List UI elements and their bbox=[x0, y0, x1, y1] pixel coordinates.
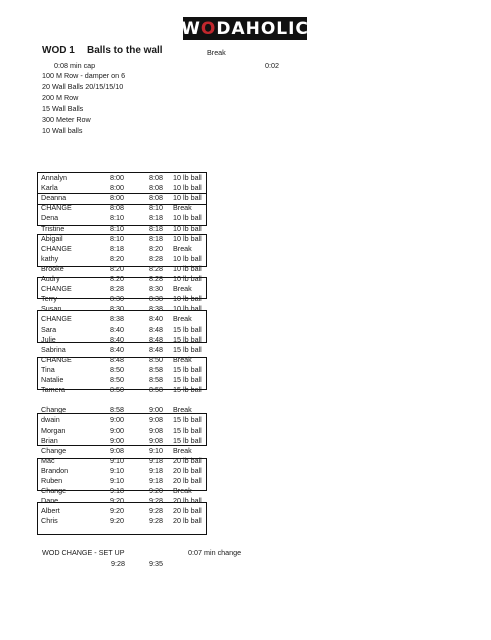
start-time: 9:20 bbox=[110, 496, 124, 506]
athlete-name: Change bbox=[41, 445, 67, 455]
break-label: Break bbox=[207, 48, 226, 57]
athlete-name: Julie bbox=[41, 334, 56, 344]
athlete-name: CHANGE bbox=[41, 243, 72, 253]
end-time: 8:30 bbox=[149, 284, 163, 294]
table-row bbox=[39, 426, 269, 436]
start-time: 8:28 bbox=[110, 284, 124, 294]
end-time: 9:10 bbox=[149, 445, 163, 455]
table-row bbox=[39, 173, 269, 183]
table-row bbox=[39, 183, 269, 193]
table-row bbox=[39, 415, 269, 425]
end-time: 8:40 bbox=[149, 314, 163, 324]
ball-weight-note: Break bbox=[173, 405, 192, 415]
start-time: 8:50 bbox=[110, 364, 124, 374]
athlete-name: Mac bbox=[41, 455, 55, 465]
workout-line: 15 Wall Balls bbox=[42, 104, 84, 113]
athlete-name: CHANGE bbox=[41, 203, 72, 213]
athlete-name: Albert bbox=[41, 506, 60, 516]
athlete-name: Susan bbox=[41, 304, 62, 314]
end-time: 8:48 bbox=[149, 344, 163, 354]
ball-weight-note: 20 lb ball bbox=[173, 455, 202, 465]
ball-weight-note: Break bbox=[173, 243, 192, 253]
end-time: 8:48 bbox=[149, 324, 163, 334]
logo-text bbox=[181, 19, 309, 39]
end-time: 9:18 bbox=[149, 455, 163, 465]
ball-weight-note: 10 lb ball bbox=[173, 183, 202, 193]
end-time: 9:08 bbox=[149, 425, 163, 435]
table-row bbox=[39, 304, 269, 314]
athlete-name: Natalie bbox=[41, 375, 64, 384]
start-time: 9:18 bbox=[110, 486, 124, 496]
athlete-name: Brandon bbox=[41, 465, 69, 475]
athlete-name: Ruben bbox=[41, 476, 63, 485]
start-time: 8:00 bbox=[110, 173, 124, 182]
table-row bbox=[39, 213, 269, 223]
start-time: 8:00 bbox=[110, 183, 124, 193]
ball-weight-note: 15 lb ball bbox=[173, 425, 202, 435]
start-time: 8:08 bbox=[110, 203, 124, 213]
table-row bbox=[39, 375, 269, 385]
ball-weight-note: Break bbox=[173, 445, 192, 455]
end-time: 8:08 bbox=[149, 183, 163, 193]
workout-line: 300 Meter Row bbox=[42, 115, 91, 124]
ball-weight-note: 10 lb ball bbox=[173, 223, 202, 233]
end-time: 8:10 bbox=[149, 203, 163, 213]
start-time: 8:10 bbox=[110, 233, 124, 243]
end-time: 8:58 bbox=[149, 375, 163, 384]
table-row bbox=[39, 506, 269, 516]
start-time: 8:30 bbox=[110, 304, 124, 314]
start-time: 8:20 bbox=[110, 263, 124, 273]
athlete-name: Morgan bbox=[41, 425, 66, 435]
table-row bbox=[39, 466, 269, 476]
ball-weight-note: 15 lb ball bbox=[173, 375, 202, 384]
table-row bbox=[39, 345, 269, 355]
table-row bbox=[39, 203, 269, 213]
end-time: 9:08 bbox=[149, 415, 163, 425]
ball-weight-note: 20 lb ball bbox=[173, 516, 202, 526]
end-time: 8:20 bbox=[149, 243, 163, 253]
end-time: 8:28 bbox=[149, 274, 163, 283]
table-row bbox=[39, 516, 269, 526]
wod-name: Balls to the wall bbox=[87, 45, 163, 56]
end-time: 9:18 bbox=[149, 465, 163, 475]
end-time: 8:58 bbox=[149, 385, 163, 395]
start-time: 9:20 bbox=[110, 516, 124, 526]
athlete-name: Chris bbox=[41, 516, 58, 526]
athlete-name: Sabrina bbox=[41, 344, 66, 354]
athlete-name: Dane bbox=[41, 496, 59, 506]
start-time: 8:50 bbox=[110, 385, 124, 395]
table-row bbox=[39, 325, 269, 335]
ball-weight-note: Break bbox=[173, 354, 192, 364]
table-row bbox=[39, 284, 269, 294]
start-time: 8:38 bbox=[110, 314, 124, 324]
end-time: 8:18 bbox=[149, 213, 163, 223]
end-time: 8:28 bbox=[149, 263, 163, 273]
start-time: 8:40 bbox=[110, 334, 124, 344]
start-time: 9:10 bbox=[110, 476, 124, 485]
athlete-name: Annalyn bbox=[41, 173, 67, 182]
athlete-name: Brian bbox=[41, 435, 58, 445]
table-row bbox=[39, 446, 269, 456]
workout-line: 200 M Row bbox=[42, 93, 79, 102]
athlete-name: Sara bbox=[41, 324, 57, 334]
athlete-name: Audry bbox=[41, 274, 60, 283]
start-time: 8:50 bbox=[110, 375, 124, 384]
start-time: 8:20 bbox=[110, 274, 124, 283]
start-time: 9:00 bbox=[110, 425, 124, 435]
end-time: 9:28 bbox=[149, 496, 163, 506]
end-time: 8:58 bbox=[149, 364, 163, 374]
table-row bbox=[39, 436, 269, 446]
end-time: 8:08 bbox=[149, 193, 163, 203]
end-time: 9:18 bbox=[149, 476, 163, 485]
end-time: 9:20 bbox=[149, 486, 163, 496]
table-row bbox=[39, 264, 269, 274]
end-time: 8:18 bbox=[149, 223, 163, 233]
end-time: 8:38 bbox=[149, 304, 163, 314]
athlete-name: CHANGE bbox=[41, 284, 72, 294]
athlete-name: kathy bbox=[41, 253, 59, 263]
start-time: 8:18 bbox=[110, 243, 124, 253]
ball-weight-note: 15 lb ball bbox=[173, 385, 202, 395]
start-time: 9:20 bbox=[110, 506, 124, 516]
athlete-name: Brooke bbox=[41, 263, 64, 273]
athlete-name: CHANGE bbox=[41, 354, 72, 364]
start-time: 8:10 bbox=[110, 223, 124, 233]
ball-weight-note: 10 lb ball bbox=[173, 263, 202, 273]
ball-weight-note: 20 lb ball bbox=[173, 506, 202, 516]
end-time: 9:00 bbox=[149, 405, 163, 415]
setup-end: 9:35 bbox=[149, 559, 163, 568]
ball-weight-note: 20 lb ball bbox=[173, 476, 202, 485]
end-time: 9:28 bbox=[149, 516, 163, 526]
end-time: 8:38 bbox=[149, 294, 163, 304]
ball-weight-note: 10 lb ball bbox=[173, 233, 202, 243]
wod-number: WOD 1 bbox=[42, 45, 75, 56]
table-row bbox=[39, 244, 269, 254]
ball-weight-note: 10 lb ball bbox=[173, 173, 202, 182]
ball-weight-note: 15 lb ball bbox=[173, 334, 202, 344]
athlete-name: Tristine bbox=[41, 223, 65, 233]
athlete-name: Abigail bbox=[41, 233, 63, 243]
workout-line: 100 M Row - damper on 6 bbox=[42, 71, 126, 80]
table-row bbox=[39, 405, 269, 415]
table-row bbox=[39, 254, 269, 264]
ball-weight-note: Break bbox=[173, 314, 192, 324]
table-row bbox=[39, 456, 269, 466]
ball-weight-note: 10 lb ball bbox=[173, 304, 202, 314]
ball-weight-note: 10 lb ball bbox=[173, 193, 202, 203]
ball-weight-note: 10 lb ball bbox=[173, 294, 202, 304]
end-time: 8:28 bbox=[149, 253, 163, 263]
athlete-name: Terry bbox=[41, 294, 57, 304]
start-time: 8:20 bbox=[110, 253, 124, 263]
athlete-name: CHANGE bbox=[41, 314, 72, 324]
athlete-name: Deanna bbox=[41, 193, 67, 203]
start-time: 9:00 bbox=[110, 415, 124, 425]
ball-weight-note: Break bbox=[173, 203, 192, 213]
start-time: 9:08 bbox=[110, 445, 124, 455]
table-row bbox=[39, 224, 269, 234]
athlete-name: Tina bbox=[41, 364, 55, 374]
table-row bbox=[39, 234, 269, 244]
start-time: 8:30 bbox=[110, 294, 124, 304]
ball-weight-note: 20 lb ball bbox=[173, 496, 202, 506]
end-time: 8:48 bbox=[149, 334, 163, 344]
end-time: 9:08 bbox=[149, 435, 163, 445]
table-row bbox=[39, 476, 269, 486]
ball-weight-note: 15 lb ball bbox=[173, 324, 202, 334]
ball-weight-note: Break bbox=[173, 486, 192, 496]
athlete-name: dwain bbox=[41, 415, 60, 425]
start-time: 9:00 bbox=[110, 435, 124, 445]
logo-middle: D bbox=[216, 18, 232, 39]
ball-weight-note: 15 lb ball bbox=[173, 415, 202, 425]
end-time: 8:50 bbox=[149, 354, 163, 364]
ball-weight-note: 10 lb ball bbox=[173, 274, 202, 283]
start-time: 8:10 bbox=[110, 213, 124, 223]
table-row bbox=[39, 496, 269, 506]
end-time: 9:28 bbox=[149, 506, 163, 516]
table-row bbox=[39, 486, 269, 496]
athlete-name: Change bbox=[41, 405, 67, 415]
end-time: 8:18 bbox=[149, 233, 163, 243]
break-time: 0:02 bbox=[265, 61, 279, 70]
time-cap: 0:08 min cap bbox=[54, 61, 96, 70]
ball-weight-note: 10 lb ball bbox=[173, 213, 202, 223]
wodaholic-logo bbox=[183, 17, 307, 40]
table-row bbox=[39, 395, 269, 405]
table-row bbox=[39, 193, 269, 203]
setup-start: 9:28 bbox=[111, 559, 125, 568]
table-row bbox=[39, 365, 269, 375]
ball-weight-note: 15 lb ball bbox=[173, 435, 202, 445]
athlete-name: Tamera bbox=[41, 385, 65, 395]
start-time: 8:40 bbox=[110, 324, 124, 334]
start-time: 8:00 bbox=[110, 193, 124, 203]
workout-line: 10 Wall balls bbox=[42, 126, 83, 135]
start-time: 9:10 bbox=[110, 465, 124, 475]
ball-weight-note: Break bbox=[173, 284, 192, 294]
workout-line: 20 Wall Balls 20/15/15/10 bbox=[42, 82, 124, 91]
start-time: 9:10 bbox=[110, 455, 124, 465]
table-row bbox=[39, 314, 269, 324]
end-time: 8:08 bbox=[149, 173, 163, 182]
logo-suffix: AHOLIC bbox=[231, 18, 309, 39]
ball-weight-note: 10 lb ball bbox=[173, 253, 202, 263]
athlete-name: Change bbox=[41, 486, 67, 496]
athlete-name: Karla bbox=[41, 183, 58, 193]
start-time: 8:48 bbox=[110, 354, 124, 364]
ball-weight-note: 15 lb ball bbox=[173, 344, 202, 354]
table-row bbox=[39, 355, 269, 365]
start-time: 8:40 bbox=[110, 344, 124, 354]
ball-weight-note: 20 lb ball bbox=[173, 465, 202, 475]
athlete-name: Dena bbox=[41, 213, 59, 223]
min-change: 0:07 min change bbox=[188, 548, 242, 557]
ball-weight-note: 15 lb ball bbox=[173, 364, 202, 374]
start-time: 8:58 bbox=[110, 405, 124, 415]
wod-change-label: WOD CHANGE - SET UP bbox=[42, 548, 125, 557]
table-row bbox=[39, 385, 269, 395]
table-row bbox=[39, 335, 269, 345]
table-row bbox=[39, 294, 269, 304]
logo-highlight: O bbox=[200, 18, 217, 39]
table-row bbox=[39, 274, 269, 284]
logo-prefix: W bbox=[181, 18, 201, 39]
